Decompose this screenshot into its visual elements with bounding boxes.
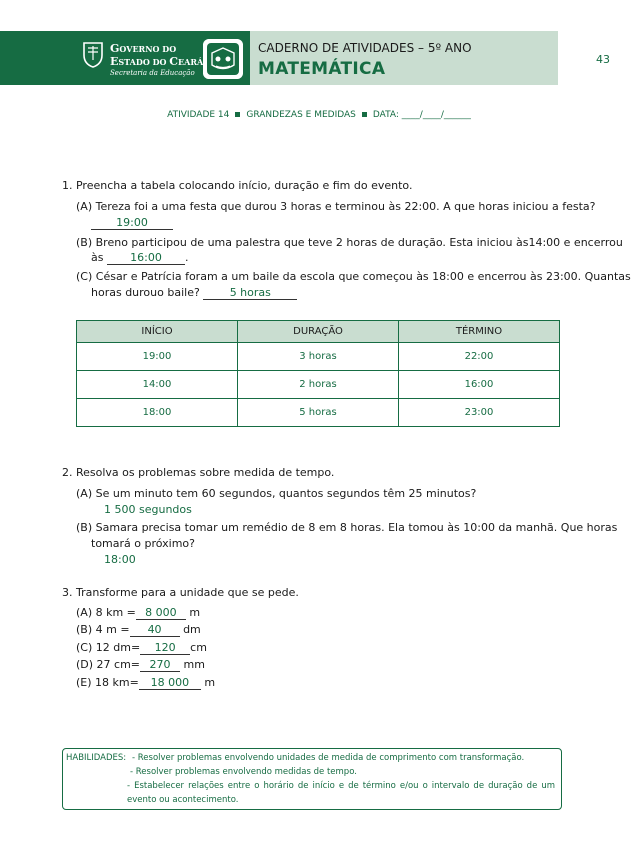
activity-topic: GRANDEZAS E MEDIDAS xyxy=(246,110,356,120)
government-line-1: GOVERNO DO xyxy=(110,42,177,55)
q2-a-text: (A) Se um minuto tem 60 segundos, quantos segundos têm 25 minutos? xyxy=(76,487,477,500)
skill-line: - Resolver problemas envolvendo medidas de tempo. xyxy=(130,767,357,777)
events-table xyxy=(76,320,560,427)
q2-a-answer: 1 500 segundos xyxy=(104,503,192,516)
q3-answer: 40 xyxy=(130,624,180,637)
education-department: Secretaria da Educação xyxy=(110,69,195,77)
activity-line xyxy=(0,110,638,120)
q1-c-answer-line: horas durouo baile? 5 horas xyxy=(91,286,297,300)
table-row xyxy=(77,399,560,427)
subject-title: MATEMÁTICA xyxy=(258,59,386,79)
q3-answer: 120 xyxy=(140,642,190,655)
table-cell: 5 horas xyxy=(238,399,399,427)
q1-prompt: 1. Preencha a tabela colocando início, duração e fim do evento. xyxy=(62,179,413,192)
q2-b-text: (B) Samara precisa tomar um remédio de 8 em 8 horas. Ela tomou às 10:00 da manhã. Que horas xyxy=(76,521,618,534)
table-cell: 19:00 xyxy=(77,343,238,371)
date-field: DATA: ____/____/______ xyxy=(372,110,471,120)
bullet-square-icon xyxy=(362,112,367,117)
state-crest-icon xyxy=(82,40,104,68)
government-line-2: ESTADO DO CEARÁ xyxy=(110,55,204,68)
q2-b-text-2: tomará o próximo? xyxy=(91,537,195,550)
table-row xyxy=(77,343,560,371)
page-number: 43 xyxy=(596,53,610,66)
q3-answer: 18 000 xyxy=(139,677,201,690)
q1-a-answer-line xyxy=(91,216,173,230)
skill-line: - Resolver problemas envolvendo unidades de medida de comprimento com transformação. xyxy=(132,753,525,763)
column-header: TÉRMINO xyxy=(399,321,560,343)
q3-answer: 8 000 xyxy=(136,607,186,620)
q3-item: (A) 8 km = 8 000 m xyxy=(76,606,201,619)
table-header-row xyxy=(77,321,560,343)
q1-b-answer-line: às 16:00 . xyxy=(91,251,189,264)
q2-b-answer: 18:00 xyxy=(104,553,136,566)
q1-a-answer: 19:00 xyxy=(91,217,173,230)
q3-prompt: 3. Transforme para a unidade que se pede. xyxy=(62,586,299,599)
notebook-title: CADERNO DE ATIVIDADES – 5º ANO xyxy=(258,41,472,55)
column-header: DURAÇÃO xyxy=(238,321,399,343)
table-cell: 14:00 xyxy=(77,371,238,399)
q1-a-text: (A) Tereza foi a uma festa que durou 3 horas e terminou às 22:00. A que horas iniciou a festa? xyxy=(76,200,596,213)
table-cell: 22:00 xyxy=(399,343,560,371)
q3-item: (E) 18 km= 18 000 m xyxy=(76,676,216,689)
program-logo-icon xyxy=(203,39,243,79)
column-header: INÍCIO xyxy=(77,321,238,343)
q3-item: (D) 27 cm= 270 mm xyxy=(76,658,205,671)
q3-item: (C) 12 dm= 120 cm xyxy=(76,641,207,654)
activity-number: ATIVIDADE 14 xyxy=(167,110,230,120)
bullet-square-icon xyxy=(235,112,240,117)
skill-line: - Estabelecer relações entre o horário de início e de término e/ou o intervalo de duração de um xyxy=(127,781,555,791)
table-cell: 23:00 xyxy=(399,399,560,427)
table-row xyxy=(77,371,560,399)
q1-b-text: (B) Breno participou de uma palestra que teve 2 horas de duração. Esta iniciou às14:00 e encerrou xyxy=(76,236,623,249)
table-cell: 2 horas xyxy=(238,371,399,399)
q3-answer: 270 xyxy=(140,659,180,672)
table-cell: 16:00 xyxy=(399,371,560,399)
table-cell: 18:00 xyxy=(77,399,238,427)
table-cell: 3 horas xyxy=(238,343,399,371)
q1-c-answer: 5 horas xyxy=(203,287,297,300)
q2-prompt: 2. Resolva os problemas sobre medida de tempo. xyxy=(62,466,335,479)
q1-b-answer: 16:00 xyxy=(107,252,185,265)
q1-c-text: (C) César e Patrícia foram a um baile da escola que começou às 18:00 e encerrou às 23:00. Quantas xyxy=(76,270,631,283)
q3-item: (B) 4 m = 40 dm xyxy=(76,623,201,636)
skill-line: evento ou acontecimento. xyxy=(127,795,239,805)
skills-label: HABILIDADES: xyxy=(66,753,127,763)
